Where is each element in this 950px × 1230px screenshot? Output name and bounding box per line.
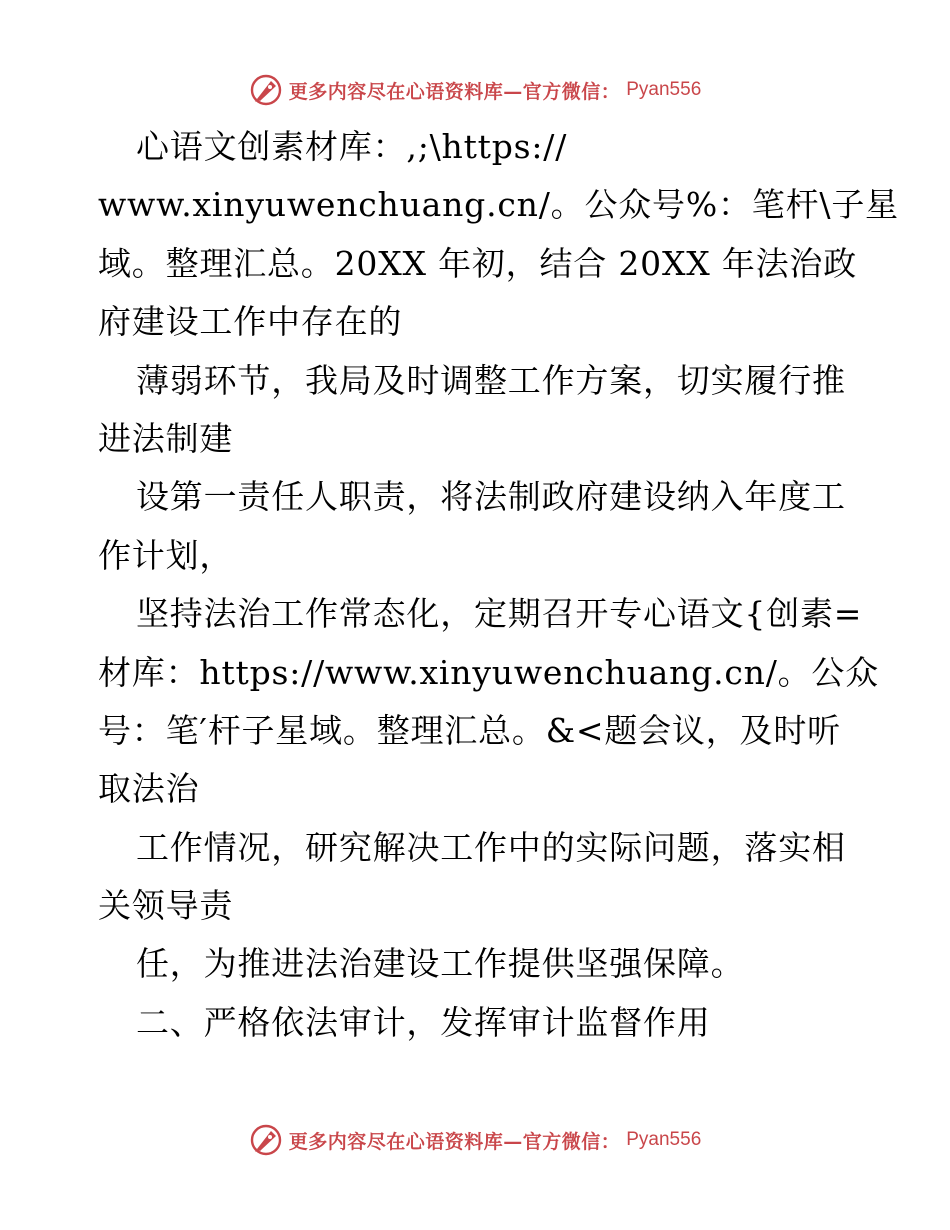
- body-line: 府建设工作中存在的: [98, 302, 403, 342]
- document-body: [98, 118, 899, 1052]
- body-line: 作计划，: [98, 535, 234, 575]
- body-line: 取法治: [98, 769, 200, 809]
- body-line: 号：笔′杆子星域。整理汇总。&<题会议，及时听: [98, 710, 841, 750]
- body-line: 任，为推进法治建设工作提供坚强保障。: [136, 944, 745, 984]
- body-line: 薄弱环节，我局及时调整工作方案，切实履行推: [136, 360, 846, 400]
- body-line: 坚持法治工作常态化，定期召开专心语文{创素=: [136, 594, 863, 634]
- body-line: 进法制建: [98, 418, 234, 458]
- body-line: www.xinyuwenchuang.cn/。公众号%：笔杆\子星: [98, 185, 899, 225]
- section-heading: 二、严格依法审计，发挥审计监督作用: [136, 1002, 711, 1042]
- pen-nib-logo-icon: [249, 73, 283, 107]
- body-line: 域。整理汇总。20XX 年初，结合 20XX 年法治政: [98, 243, 858, 283]
- body-line: 关领导责: [98, 886, 234, 926]
- header-banner: [0, 70, 950, 110]
- footer-banner-contact: Pyan556: [626, 1129, 702, 1150]
- body-line: 心语文创素材库：,;\https://: [136, 127, 568, 166]
- header-banner-text: 更多内容尽在心语资料库—官方微信：: [288, 80, 621, 103]
- footer-banner: [0, 1120, 950, 1160]
- body-line: 工作情况，研究解决工作中的实际问题，落实相: [136, 827, 846, 867]
- header-banner-contact: Pyan556: [626, 79, 702, 100]
- body-line: 材库：https://www.xinyuwenchuang.cn/。公众: [98, 652, 880, 692]
- pen-nib-logo-icon: [249, 1123, 283, 1157]
- footer-banner-text: 更多内容尽在心语资料库—官方微信：: [288, 1130, 621, 1153]
- body-line: 设第一责任人职责，将法制政府建设纳入年度工: [136, 477, 846, 517]
